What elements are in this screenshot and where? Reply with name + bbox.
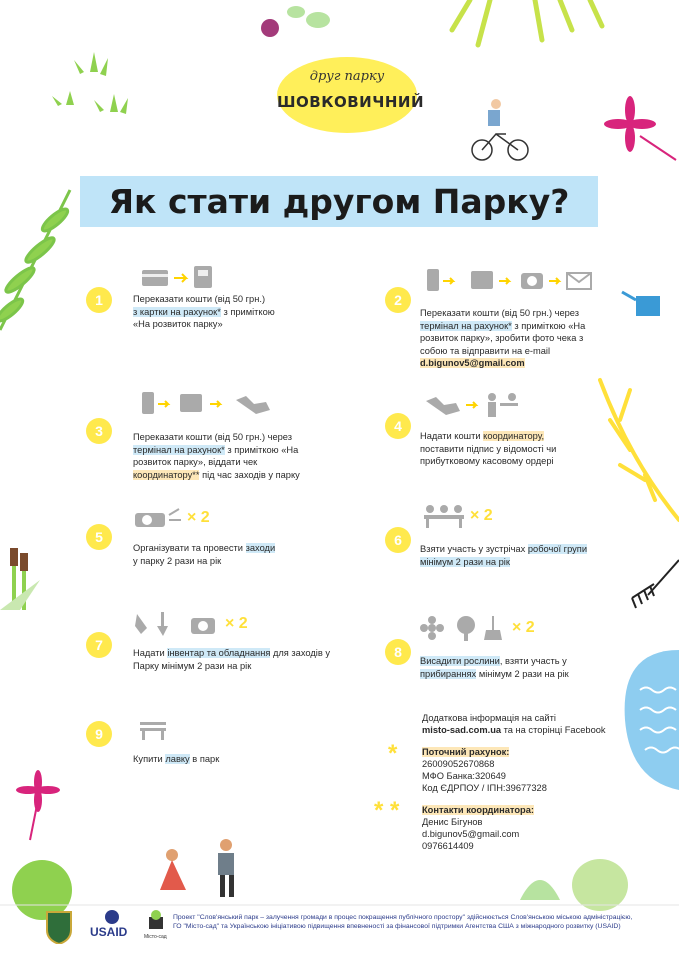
- single-asterisk: *: [388, 740, 398, 767]
- title-banner: [80, 176, 598, 227]
- usaid-emblem-icon: [103, 909, 121, 925]
- step-6-text: Взяти участь у зустрічах робочої групи мінімум 2 рази на рік: [420, 544, 588, 567]
- step-7-icons: [133, 610, 248, 638]
- account-info: Поточний рахунок: 26009052670868 МФО Банка:320649 Код ЄДРПОУ / ІПН:39677328: [422, 747, 547, 793]
- additional-info: Додаткова інформація на сайті misto-sad.com.ua та на сторінці Facebook: [422, 713, 606, 735]
- misto-sad-logo-icon: [146, 909, 166, 931]
- times-two-label: × 2: [512, 619, 535, 636]
- step-4-text: Надати кошти координатору, поставити підпис у відомості чи прибутковому касовому ордері: [420, 431, 557, 466]
- logo-title: ШОВКОВИЧНИЙ: [277, 93, 424, 111]
- coordinator-email[interactable]: d.bigunov5@gmail.com: [422, 829, 520, 839]
- park-friend-logo: [277, 57, 424, 133]
- step-2-text: Переказати кошти (від 50 грн.) через термінал на рахунок* з приміткою «На розвиток парку», зробити фото чека з собою та відправити на e-mail d.bigunov5@gmail.com: [420, 308, 586, 368]
- city-coat-of-arms-icon: [45, 910, 73, 944]
- step-3-icons: [140, 390, 275, 418]
- meeting-people-icon: [422, 503, 466, 529]
- step-number-9: 9: [86, 721, 112, 747]
- misto-sad-caption: Місто-сад: [144, 934, 167, 940]
- step-number-8: 8: [385, 639, 411, 665]
- site-link[interactable]: misto-sad.com.ua: [422, 725, 502, 735]
- step-4-icons: [422, 390, 522, 418]
- bench-icon: [138, 718, 168, 742]
- step-number-3: 3: [86, 418, 112, 444]
- usaid-logo: USAID: [90, 925, 128, 939]
- step-8-icons: [420, 614, 535, 642]
- step-9-icons: [138, 716, 168, 744]
- step-number-5: 5: [86, 524, 112, 550]
- flower-tree-broom-icon: [420, 614, 508, 642]
- page-title: Як стати другом Парку?: [108, 182, 570, 221]
- step-5-text: Організувати та провести заходи у парку 2 рази на рік: [133, 543, 276, 566]
- step-number-2: 2: [385, 287, 411, 313]
- step-1-icons: [140, 263, 220, 291]
- step-number-4: 4: [385, 413, 411, 439]
- step-3-text: Переказати кошти (від 50 грн.) через термінал на рахунок* з приміткою «На розвиток парку», віддати чек координатору** під час заходів у парку: [133, 432, 300, 480]
- step-8-text: Висадити рослини, взяти участь у прибираннях мінімум 2 рази на рік: [420, 656, 569, 679]
- step-1-text: Переказати кошти (від 50 грн.) з картки на рахунок* з приміткою «На розвиток парку»: [133, 294, 275, 329]
- tools-camera-icon: [133, 610, 221, 638]
- step-6-icons: [422, 502, 493, 530]
- double-asterisk: * *: [374, 797, 400, 824]
- logo-subtitle: друг парку: [309, 69, 385, 84]
- coordinator-info: Контакти координатора: Денис Бігунов d.bigunov5@gmail.com 0976614409: [422, 805, 534, 851]
- step-5-icons: [133, 504, 210, 532]
- step-7-text: Надати інвентар та обладнання для заходів у Парку мінімум 2 рази на рік: [133, 648, 331, 671]
- times-two-label: × 2: [470, 507, 493, 524]
- step-2-email: d.bigunov5@gmail.com: [420, 358, 525, 368]
- hands-to-coordinator-icon: [422, 389, 522, 419]
- step-1-highlight: з картки на рахунок*: [133, 306, 221, 317]
- step-2-icons: [425, 266, 595, 294]
- projector-icon: [133, 505, 183, 531]
- times-two-label: × 2: [187, 509, 210, 526]
- step-number-6: 6: [385, 527, 411, 553]
- times-two-label: × 2: [225, 615, 248, 632]
- step-9-text: Купити лавку в парк: [133, 754, 220, 764]
- phone-terminal-hands-icon: [140, 390, 275, 418]
- step-number-7: 7: [86, 632, 112, 658]
- step-number-1: 1: [86, 287, 112, 313]
- card-to-terminal-icon: [140, 264, 220, 290]
- footer-project-text: Проект "Слов'янський парк – залучення громади в процес покращення публічного простору" здійснюється Слов'янською міською адміністрацією, ГО "Місто-сад" та Українською ініціативою підвищення впевненості за фінансової підтримки Агентства США з міжнародного розвитку (USAID): [173, 914, 633, 930]
- phone-terminal-camera-mail-icon: [425, 267, 595, 293]
